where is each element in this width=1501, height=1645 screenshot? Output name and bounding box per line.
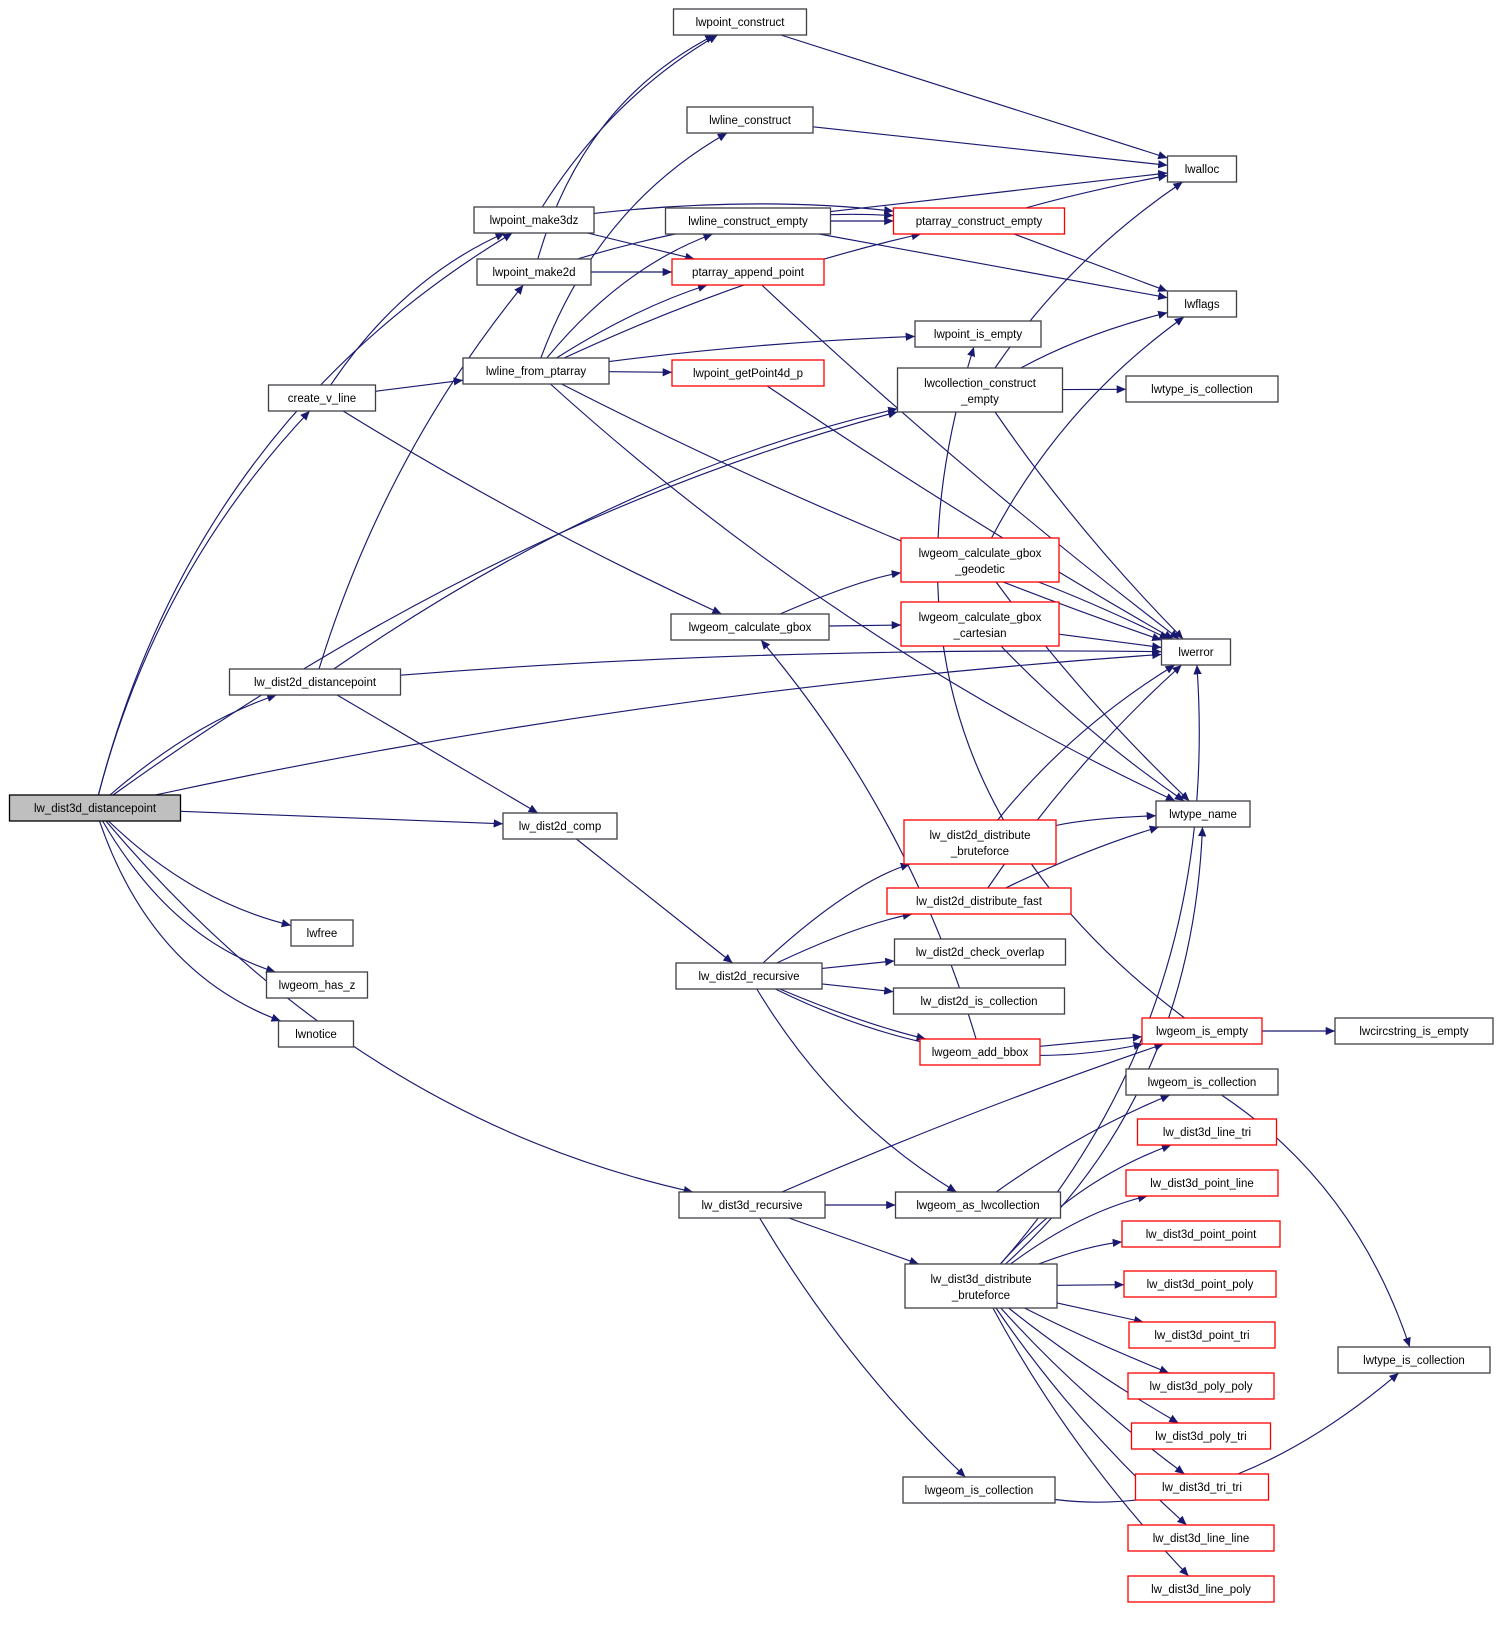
edge-create_v_line-to-lwgeom_calculate_gbox	[343, 411, 721, 614]
node-label: lwflags	[1184, 299, 1220, 311]
edge-lw_dist3d_distancepoint-to-lwcollection_construct_empty	[113, 412, 897, 795]
node-label: lwgeom_calculate_gbox	[918, 548, 1042, 560]
node-label: lw_dist3d_line_poly	[1151, 1584, 1251, 1596]
nodes	[10, 9, 1494, 1602]
node-label: lw_dist3d_point_poly	[1146, 1279, 1254, 1291]
node-lw_dist3d_point_point[interactable]	[1122, 1221, 1280, 1247]
node-lwline_from_ptarray[interactable]	[463, 358, 609, 384]
node-lw_dist2d_distribute_bruteforce[interactable]	[904, 820, 1056, 864]
edge-lw_dist3d_distancepoint-to-create_v_line	[98, 411, 309, 795]
node-label: lwgeom_has_z	[278, 980, 356, 992]
edge-lwgeom_calculate_gbox-to-lwgeom_calculate_gbox_cartesian	[829, 625, 901, 626]
edge-lw_dist3d_distancepoint-to-lwgeom_has_z	[103, 821, 276, 972]
node-label: create_v_line	[287, 393, 357, 405]
node-label-line2: _cartesian	[953, 628, 1007, 640]
node-lw_dist3d_point_line[interactable]	[1126, 1170, 1278, 1196]
node-label: lwpoint_getPoint4d_p	[693, 368, 803, 380]
node-lwgeom_calculate_gbox[interactable]	[671, 614, 829, 640]
node-lwpoint_getPoint4d_p[interactable]	[672, 360, 824, 386]
edge-lwpoint_construct-to-lwalloc	[781, 35, 1168, 158]
node-lwcollection_construct_empty[interactable]	[898, 368, 1063, 412]
node-label: lw_dist3d_distancepoint	[33, 803, 157, 815]
node-lw_dist3d_poly_tri[interactable]	[1132, 1423, 1271, 1449]
node-label: lwpoint_is_empty	[933, 329, 1023, 341]
node-lwfree[interactable]	[291, 920, 353, 946]
node-label: ptarray_append_point	[692, 267, 804, 279]
edge-lw_dist2d_recursive-to-lw_dist2d_check_overlap	[822, 961, 895, 969]
edge-lw_dist3d_distribute_bruteforce-to-lw_dist3d_point_point	[1039, 1242, 1122, 1264]
node-label: lw_dist3d_poly_tri	[1155, 1431, 1247, 1443]
edge-ptarray_construct_empty-to-lwflags	[1014, 234, 1168, 291]
node-create_v_line[interactable]	[269, 385, 376, 411]
node-label: lwgeom_is_collection	[1147, 1077, 1257, 1089]
node-lw_dist3d_point_tri[interactable]	[1129, 1322, 1275, 1348]
node-lw_dist3d_tri_tri[interactable]	[1136, 1474, 1269, 1500]
node-lwtype_name[interactable]	[1156, 801, 1250, 827]
node-label: lw_dist2d_distancepoint	[253, 677, 377, 689]
node-label: lwline_from_ptarray	[485, 366, 587, 378]
node-lwcircstring_is_empty[interactable]	[1335, 1018, 1493, 1044]
edge-lw_dist3d_distancepoint-to-lw_dist2d_comp	[181, 811, 504, 824]
node-lwnotice[interactable]	[279, 1021, 354, 1047]
node-lw_dist3d_point_poly[interactable]	[1124, 1271, 1276, 1297]
node-label: lwpoint_make3dz	[489, 215, 579, 227]
node-label: lwalloc	[1184, 164, 1220, 176]
node-label: lw_dist2d_is_collection	[920, 996, 1038, 1008]
node-lwgeom_is_collection_1[interactable]	[1126, 1069, 1278, 1095]
node-lwerror[interactable]	[1162, 639, 1231, 665]
edge-lwline_from_ptarray-to-lwtype_name	[550, 384, 1175, 801]
node-label-line2: _bruteforce	[950, 846, 1010, 858]
edge-lwline_from_ptarray-to-lwline_construct	[541, 133, 727, 358]
node-lwpoint_construct[interactable]	[674, 9, 807, 35]
node-label: lwpoint_make2d	[492, 267, 576, 279]
node-label: lw_dist3d_recursive	[701, 1200, 803, 1212]
node-lw_dist2d_distancepoint[interactable]	[230, 669, 401, 695]
edge-lw_dist3d_recursive-to-lw_dist3d_distribute_bruteforce	[789, 1218, 919, 1264]
edge-lwline_from_ptarray-to-lwline_construct_empty	[547, 234, 713, 358]
edge-lw_dist2d_recursive-to-lw_dist2d_is_collection	[822, 984, 894, 992]
edge-lw_dist3d_distancepoint-to-lw_dist3d_recursive	[106, 821, 693, 1192]
edge-lw_dist3d_distancepoint-to-lwfree	[109, 821, 292, 925]
node-lwalloc[interactable]	[1168, 156, 1237, 182]
edge-lwpoint_make3dz-to-ptarray_append_point	[588, 233, 695, 259]
node-ptarray_construct_empty[interactable]	[894, 208, 1065, 234]
edge-lw_dist2d_distribute_bruteforce-to-lwerror	[998, 665, 1175, 820]
node-lw_dist3d_line_poly[interactable]	[1128, 1576, 1274, 1602]
node-label: lw_dist3d_poly_poly	[1149, 1381, 1253, 1393]
edge-lw_dist3d_distribute_bruteforce-to-lw_dist3d_point_tri	[1057, 1303, 1143, 1322]
node-label: lwgeom_is_collection	[924, 1485, 1034, 1497]
node-label: lwtype_name	[1169, 809, 1237, 821]
edge-lw_dist2d_distancepoint-to-lw_dist2d_comp	[337, 695, 538, 813]
node-lwgeom_as_lwcollection[interactable]	[896, 1192, 1061, 1218]
edge-lwline_from_ptarray-to-lwerror	[562, 384, 1162, 640]
node-label: lwgeom_as_lwcollection	[916, 1200, 1040, 1212]
edge-lwgeom_calculate_gbox_geodetic-to-lwflags	[992, 317, 1185, 538]
node-label: lw_dist3d_line_tri	[1162, 1127, 1252, 1139]
node-label: lw_dist2d_distribute_fast	[916, 896, 1042, 908]
edge-lw_dist3d_distancepoint-to-lwpoint_make3dz	[98, 233, 512, 795]
node-label: lwtype_is_collection	[1363, 1355, 1465, 1367]
edge-lwline_from_ptarray-to-lwpoint_is_empty	[609, 336, 915, 361]
node-label: lw_dist3d_distribute	[930, 1274, 1032, 1286]
node-label: lw_dist3d_tri_tri	[1162, 1482, 1242, 1494]
edge-lw_dist2d_distribute_bruteforce-to-lwtype_name	[1056, 816, 1156, 826]
node-label: lwline_construct_empty	[688, 216, 808, 228]
node-label-line2: _bruteforce	[951, 1290, 1011, 1302]
node-lwpoint_make3dz[interactable]	[474, 207, 594, 233]
node-lwpoint_is_empty[interactable]	[915, 321, 1041, 347]
node-label: lwpoint_construct	[695, 17, 785, 29]
node-lw_dist3d_distancepoint[interactable]	[10, 795, 181, 821]
edge-lwgeom_calculate_gbox-to-lwgeom_calculate_gbox_geodetic	[780, 573, 901, 614]
node-ptarray_append_point[interactable]	[672, 259, 824, 285]
node-lw_dist3d_recursive[interactable]	[679, 1192, 825, 1218]
edge-lw_dist3d_distancepoint-to-lwnotice	[100, 821, 281, 1021]
node-lw_dist2d_comp[interactable]	[503, 813, 617, 839]
node-label: ptarray_construct_empty	[915, 216, 1043, 228]
edge-lwpoint_getPoint4d_p-to-lwerror	[767, 386, 1173, 639]
node-label: lwerror	[1178, 647, 1214, 659]
node-lwflags[interactable]	[1168, 291, 1237, 317]
node-label: lwline_construct	[709, 115, 791, 127]
node-label-line2: _empty	[961, 394, 999, 406]
node-label: lw_dist2d_comp	[518, 821, 602, 833]
node-label: lwtype_is_collection	[1151, 384, 1253, 396]
edge-lwline_from_ptarray-to-ptarray_construct_empty	[564, 234, 921, 358]
node-label: lw_dist2d_distribute	[929, 830, 1031, 842]
node-lwtype_is_collection_2[interactable]	[1338, 1347, 1490, 1373]
edge-lw_dist2d_comp-to-lw_dist2d_recursive	[576, 839, 732, 963]
edge-lwgeom_calculate_gbox_cartesian-to-lwerror	[1059, 634, 1162, 647]
node-lwgeom_calculate_gbox_geodetic[interactable]	[901, 538, 1059, 582]
node-label: lwnotice	[295, 1029, 337, 1041]
node-lw_dist3d_poly_poly[interactable]	[1128, 1373, 1274, 1399]
node-lw_dist3d_line_line[interactable]	[1128, 1525, 1274, 1551]
node-lwtype_is_collection_1[interactable]	[1126, 376, 1278, 402]
edge-lwgeom_add_bbox-to-lwgeom_is_empty	[1040, 1037, 1142, 1047]
edge-lw_dist2d_recursive-to-lw_dist2d_distribute_fast	[777, 914, 912, 963]
node-label: lwgeom_calculate_gbox	[688, 622, 812, 634]
node-lw_dist2d_distribute_fast[interactable]	[887, 888, 1071, 914]
node-label: lwgeom_calculate_gbox	[918, 612, 1042, 624]
node-label-line2: _geodetic	[955, 564, 1005, 576]
node-lw_dist2d_recursive[interactable]	[676, 963, 822, 989]
edge-lwcollection_construct_empty-to-lwflags	[1021, 313, 1168, 368]
node-label: lw_dist2d_recursive	[698, 971, 800, 983]
node-lw_dist2d_is_collection[interactable]	[894, 988, 1065, 1014]
node-lwpoint_make2d[interactable]	[477, 259, 591, 285]
edge-lw_dist3d_recursive-to-lwgeom_is_empty	[782, 1044, 1164, 1192]
node-label: lw_dist2d_check_overlap	[915, 947, 1045, 959]
node-label: lwgeom_is_empty	[1155, 1026, 1249, 1038]
node-lw_dist3d_line_tri[interactable]	[1138, 1119, 1277, 1145]
node-lw_dist3d_distribute_bruteforce[interactable]	[905, 1264, 1057, 1308]
edge-lw_dist2d_recursive-to-lwgeom_as_lwcollection	[757, 989, 957, 1192]
node-lwgeom_calculate_gbox_cartesian[interactable]	[901, 602, 1059, 646]
node-label: lw_dist3d_line_line	[1152, 1533, 1250, 1545]
node-lwgeom_add_bbox[interactable]	[920, 1039, 1040, 1065]
edge-lwline_construct_empty-to-lwalloc	[831, 173, 1168, 212]
node-label: lwcollection_construct	[924, 378, 1036, 390]
node-label: lwgeom_add_bbox	[931, 1047, 1029, 1059]
node-lwline_construct[interactable]	[687, 107, 813, 133]
node-label: lwcircstring_is_empty	[1359, 1026, 1469, 1038]
edge-lwline_from_ptarray-to-ptarray_append_point	[557, 285, 708, 358]
node-lwgeom_is_collection_2[interactable]	[903, 1477, 1055, 1503]
node-label: lw_dist3d_point_line	[1150, 1178, 1254, 1190]
edge-ptarray_construct_empty-to-lwalloc	[1026, 176, 1168, 209]
node-label: lw_dist3d_point_tri	[1154, 1330, 1250, 1342]
node-lwgeom_is_empty[interactable]	[1142, 1018, 1262, 1044]
node-label: lwfree	[306, 928, 338, 940]
node-label: lw_dist3d_point_point	[1145, 1229, 1257, 1241]
edge-lw_dist3d_recursive-to-lwgeom_is_collection_2	[760, 1218, 966, 1477]
node-lwline_construct_empty[interactable]	[666, 208, 831, 234]
edge-lwline_construct_empty-to-lwflags	[819, 234, 1167, 298]
edge-lwline_construct-to-lwalloc	[813, 127, 1168, 166]
node-lwgeom_has_z[interactable]	[267, 972, 368, 998]
edge-lw_dist3d_distribute_bruteforce-to-lw_dist3d_point_poly	[1057, 1285, 1124, 1286]
edge-lwline_from_ptarray-to-lwpoint_getPoint4d_p	[609, 372, 672, 373]
node-lw_dist2d_check_overlap[interactable]	[895, 939, 1066, 965]
